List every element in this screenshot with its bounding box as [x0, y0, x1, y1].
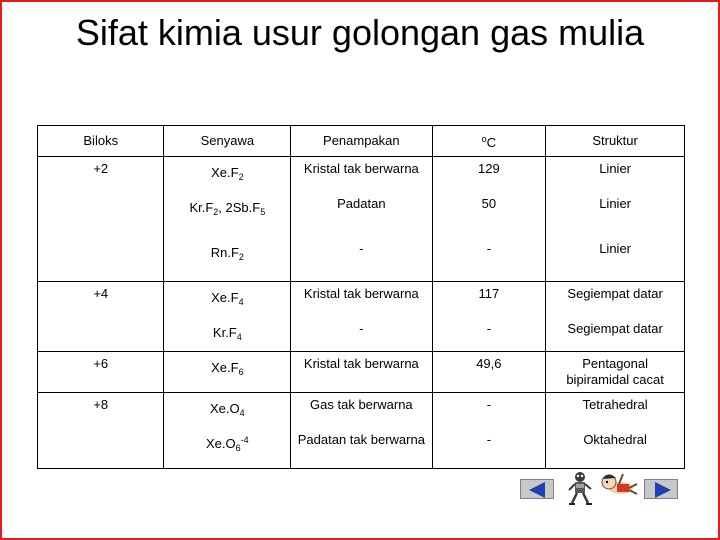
cell-struktur: Linier — [546, 237, 685, 282]
cell-biloks — [38, 237, 164, 282]
cell-biloks — [38, 317, 164, 352]
cell-penampakan: Padatan — [291, 192, 432, 237]
cell-titik: - — [432, 237, 546, 282]
formula-subscript: 4 — [238, 297, 244, 307]
cell-struktur: Linier — [546, 192, 685, 237]
unit-label: C — [486, 135, 497, 150]
cell-senyawa — [164, 237, 291, 282]
cell-senyawa — [164, 428, 291, 469]
header-struktur: Struktur — [546, 126, 685, 157]
cell-senyawa — [164, 192, 291, 237]
left-arrow-icon — [529, 482, 545, 498]
cell-struktur: Pentagonal bipiramidal cacat — [546, 352, 685, 393]
formula-superscript: -4 — [240, 434, 249, 445]
cell-titik: - — [432, 428, 546, 469]
formula-part: Xe.O — [210, 401, 240, 416]
table-row — [38, 317, 685, 352]
table-row — [38, 192, 685, 237]
cell-senyawa — [164, 352, 291, 393]
cell-titik: 49,6 — [432, 352, 546, 393]
table-row — [38, 393, 685, 428]
cell-biloks: +2 — [38, 157, 164, 192]
table-row — [38, 282, 685, 317]
table-header-row — [38, 126, 685, 157]
cell-biloks: +6 — [38, 352, 164, 393]
cell-struktur: Tetrahedral — [546, 393, 685, 428]
flying-character-mascot-icon — [599, 470, 639, 502]
cell-biloks: +8 — [38, 393, 164, 428]
formula-part: , 2Sb.F — [218, 199, 261, 215]
cell-senyawa — [164, 282, 291, 317]
cell-penampakan: Kristal tak berwarna — [291, 352, 432, 393]
header-titik — [432, 126, 546, 157]
formula-subscript: 6 — [235, 442, 241, 453]
cell-struktur: Segiempat datar — [546, 282, 685, 317]
formula-subscript: 2 — [238, 251, 244, 262]
formula-part: Xe.F — [211, 360, 239, 375]
cell-penampakan: Padatan tak berwarna — [291, 428, 432, 469]
prev-slide-button[interactable] — [520, 479, 554, 499]
table-row — [38, 428, 685, 469]
formula-subscript: 6 — [238, 367, 244, 377]
table-row — [38, 352, 685, 393]
degree-mark: o — [481, 134, 487, 144]
formula-part: Xe.F — [211, 165, 239, 180]
formula-subscript: 2 — [238, 172, 244, 182]
formula-part: Kr.F — [212, 324, 237, 340]
cell-struktur: Oktahedral — [546, 428, 685, 469]
cell-penampakan: - — [291, 237, 432, 282]
formula-subscript: 4 — [236, 331, 242, 342]
right-arrow-icon — [655, 482, 671, 498]
formula-subscript: 4 — [239, 408, 245, 418]
cell-senyawa — [164, 393, 291, 428]
next-slide-button[interactable] — [644, 479, 678, 499]
cell-biloks — [38, 192, 164, 237]
formula-part: Rn.F — [210, 244, 239, 260]
formula-subscript: 5 — [260, 206, 266, 217]
formula-subscript: 2 — [213, 206, 219, 217]
cell-titik: 117 — [432, 282, 546, 317]
page-title: Sifat kimia usur golongan gas mulia — [75, 12, 645, 53]
cell-struktur: Segiempat datar — [546, 317, 685, 352]
cell-biloks: +4 — [38, 282, 164, 317]
header-penampakan: Penampakan — [291, 126, 432, 157]
noble-gas-table — [37, 125, 685, 469]
cell-penampakan: Kristal tak berwarna — [291, 157, 432, 192]
header-biloks: Biloks — [38, 126, 164, 157]
formula-part: Xe.O — [206, 435, 236, 451]
cell-penampakan: - — [291, 317, 432, 352]
table-body — [38, 157, 685, 469]
cell-penampakan: Kristal tak berwarna — [291, 282, 432, 317]
cell-titik: 129 — [432, 157, 546, 192]
cell-senyawa — [164, 157, 291, 192]
table-row — [38, 237, 685, 282]
cell-biloks — [38, 428, 164, 469]
cell-senyawa — [164, 317, 291, 352]
cell-titik: - — [432, 393, 546, 428]
cell-titik: - — [432, 317, 546, 352]
walking-robot-mascot-icon — [566, 470, 594, 506]
cell-penampakan: Gas tak berwarna — [291, 393, 432, 428]
table-row — [38, 157, 685, 192]
cell-titik: 50 — [432, 192, 546, 237]
cell-struktur: Linier — [546, 157, 685, 192]
formula-part: Kr.F — [189, 199, 214, 215]
formula-part: Xe.F — [211, 290, 239, 305]
header-senyawa: Senyawa — [164, 126, 291, 157]
